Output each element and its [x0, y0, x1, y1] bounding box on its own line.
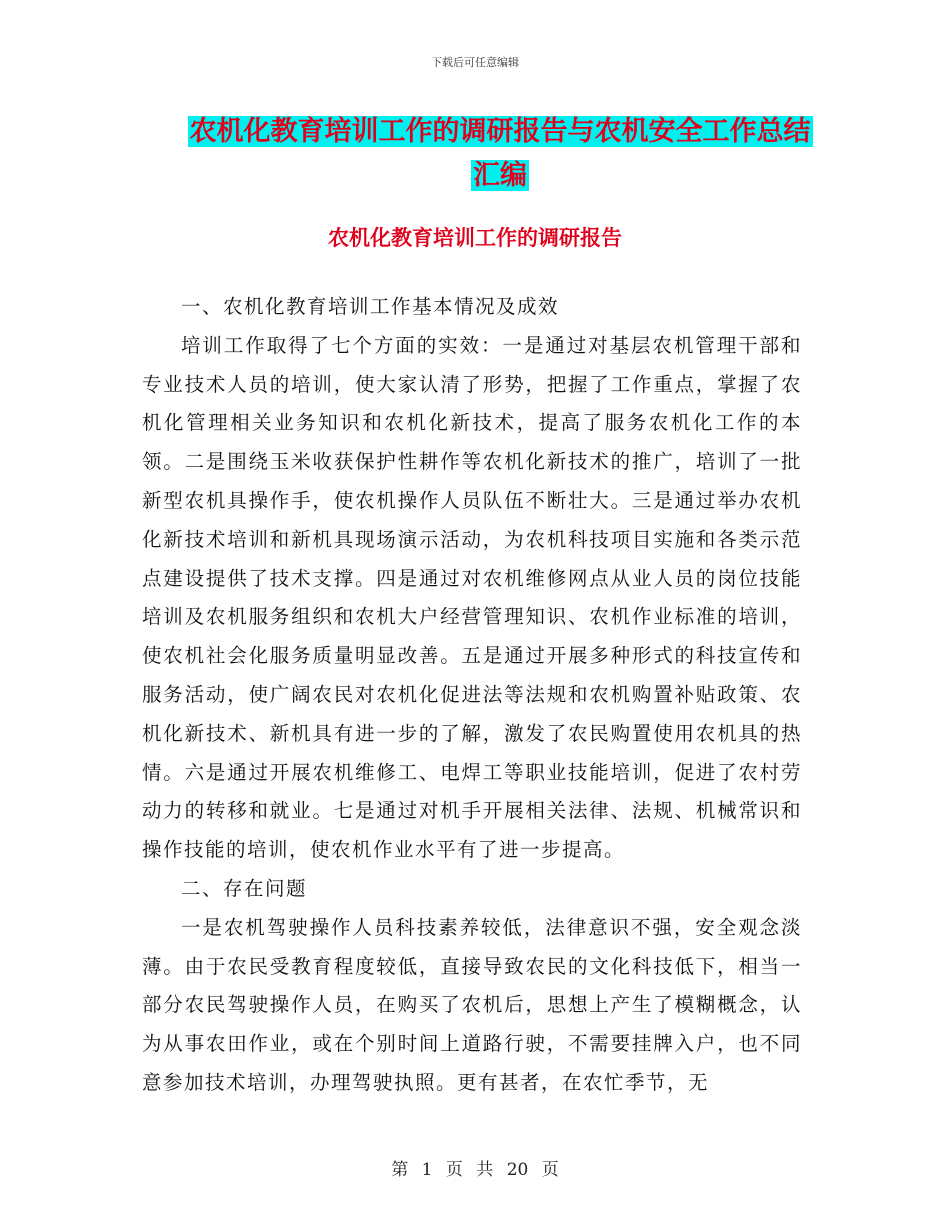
page-number: 1	[421, 1160, 433, 1180]
paragraph-achievements: 培训工作取得了七个方面的实效：一是通过对基层农机管理干部和专业技术人员的培训，使大家认清了形势，把握了工作重点，掌握了农机化管理相关业务知识和农机化新技术，提高了服务农机化工作的本领。二是围绕玉米收获保护性耕作等农机化新技术的推广，培训了一批新型农机具操作手，使农机操作人员队伍不断壮大。三是通过举办农机化新技术培训和新机具现场演示活动，为农机科技项目实施和各类示范点建设提供了技术支撑。四是通过对农机维修网点从业人员的岗位技能培训及农机服务组织和农机大户经营管理知识、农机作业标准的培训，使农机社会化服务质量明显改善。五是通过开展多种形式的科技宣传和服务活动，使广阔农民对农机化促进法等法规和农机购置补贴政策、农机化新技术、新机具有进一步的了解，激发了农民购置使用农机具的热情。六是通过开展农机维修工、电焊工等职业技能培训，促进了农村劳动力的转移和就业。七是通过对机手开展相关法律、法规、机械常识和操作技能的培训，使农机作业水平有了进一步提高。	[142, 333, 802, 862]
footer-total-label: 共	[476, 1160, 494, 1180]
document-body	[142, 288, 802, 1103]
paragraph-problems: 一是农机驾驶操作人员科技素养较低，法律意识不强，安全观念淡薄。由于农民受教育程度较低，直接导致农民的文化科技低下，相当一部分农民驾驶操作人员，在购买了农机后，思想上产生了模糊概念，认为从事农田作业，或在个别时间上道路行驶，不需要挂牌入户，也不同意参加技术培训，办理驾驶执照。更有甚者，在农忙季节，无	[142, 915, 802, 1094]
heading-basic-situation: 一、农机化教育培训工作基本情况及成效	[181, 295, 560, 318]
title-line-2: 汇编	[473, 160, 527, 191]
document-title	[150, 110, 850, 198]
header-note: 下载后可任意编辑	[431, 56, 519, 69]
title-line-1: 农机化教育培训工作的调研报告与农机安全工作总结	[189, 116, 811, 147]
footer-suffix: 页	[541, 1160, 559, 1180]
total-pages: 20	[506, 1160, 529, 1180]
page-footer	[0, 1155, 950, 1180]
footer-prefix: 第	[391, 1160, 409, 1180]
section-title: 农机化教育培训工作的调研报告	[328, 225, 622, 250]
footer-page-label: 页	[445, 1160, 463, 1180]
heading-problems: 二、存在问题	[181, 876, 308, 900]
